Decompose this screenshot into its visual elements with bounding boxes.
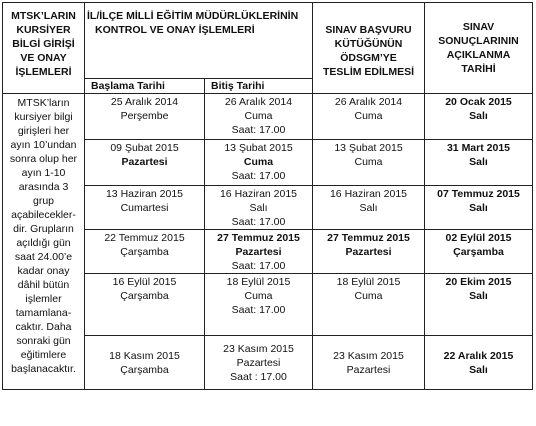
end-date-cell	[205, 186, 313, 230]
delivery-date-cell	[313, 336, 425, 390]
header-text: TARİHİ	[461, 63, 496, 75]
start-date-cell	[85, 274, 205, 336]
date-line: 18 Kasım 2015	[109, 350, 180, 362]
date-line: Saat: 17.00	[231, 170, 286, 182]
description-line: ayın 1-10	[21, 167, 66, 179]
result-date-cell	[425, 140, 533, 186]
delivery-date-cell	[313, 274, 425, 336]
description-line: girişleri her	[17, 125, 70, 137]
date-line: 02 Eylül 2015	[445, 232, 512, 244]
end-date-cell	[205, 336, 313, 390]
date-line: Salı	[469, 110, 488, 122]
header-exam-application-delivery	[313, 3, 425, 94]
table-row	[3, 94, 533, 140]
date-line: 23 Kasım 2015	[223, 343, 294, 355]
date-line: Salı	[469, 156, 488, 168]
date-line: Saat: 17.00	[231, 216, 286, 228]
date-line: 13 Haziran 2015	[105, 188, 184, 200]
end-date-cell	[205, 94, 313, 140]
description-line: saat 24.00’e	[14, 251, 73, 263]
header-text: SINAV BAŞVURU	[325, 24, 412, 36]
date-line: Salı	[469, 290, 488, 302]
date-line: Salı	[469, 364, 488, 376]
header-text: TESLİM EDİLMESİ	[322, 66, 414, 78]
date-line: 27 Temmuz 2015	[327, 232, 410, 244]
date-line: Saat : 17.00	[230, 371, 287, 383]
description-line: kursiyer bilgi	[14, 111, 73, 123]
subheader-end-date: Bitiş Tarihi	[205, 79, 313, 94]
date-line: Pazartesi	[345, 246, 392, 258]
header-text: SINAV	[462, 21, 495, 33]
description-line: açabilecekler-	[11, 209, 76, 221]
header-text: İŞLEMLERİ	[15, 66, 72, 78]
header-text: KURSİYER	[16, 24, 71, 36]
start-date-cell	[85, 336, 205, 390]
description-line: sonraki gün	[16, 335, 71, 347]
date-line: 22 Aralık 2015	[443, 350, 514, 362]
mtsk-description	[3, 94, 85, 390]
date-line: 13 Şubat 2015	[334, 142, 403, 154]
result-date-cell	[425, 230, 533, 274]
result-date-cell	[425, 336, 533, 390]
description-line: sonra olup her	[9, 153, 78, 165]
header-text: İL/İLÇE MİLLİ EĞİTİM MÜDÜRLÜKLERİNİN	[87, 10, 299, 22]
delivery-date-cell	[313, 140, 425, 186]
description-line: açıldığı gün	[16, 237, 71, 249]
date-line: 26 Aralık 2014	[224, 96, 293, 108]
header-row	[3, 3, 533, 79]
date-line: Pazartesi	[236, 357, 281, 369]
date-line: Perşembe	[120, 110, 169, 122]
start-date-cell	[85, 140, 205, 186]
header-text: KONTROL VE ONAY İŞLEMLERİ	[95, 24, 255, 36]
date-line: Pazartesi	[121, 156, 168, 168]
start-date-cell	[85, 94, 205, 140]
date-line: 31 Mart 2015	[446, 142, 511, 154]
header-text: ÖDSGM’YE	[340, 52, 397, 64]
date-line: Saat: 17.00	[231, 304, 286, 316]
date-line: Cuma	[244, 290, 273, 302]
date-line: Cuma	[354, 110, 383, 122]
description-line: ayın 10’undan	[10, 139, 77, 151]
description-line: dir. Grupların	[13, 223, 74, 235]
date-line: Cuma	[243, 156, 274, 168]
date-line: 13 Şubat 2015	[224, 142, 293, 154]
header-text: MTSK’LARIN	[11, 10, 76, 22]
subheader-start-date: Başlama Tarihi	[85, 79, 205, 94]
date-line: 16 Haziran 2015	[329, 188, 408, 200]
date-line: Pazartesi	[235, 246, 282, 258]
date-line: 23 Kasım 2015	[333, 350, 404, 362]
exam-schedule-table	[2, 2, 533, 390]
date-line: Çarşamba	[120, 246, 169, 258]
date-line: Cuma	[354, 290, 383, 302]
date-line: 26 Aralık 2014	[334, 96, 403, 108]
date-line: Saat: 17.00	[231, 260, 286, 272]
header-text: SONUÇLARININ	[438, 35, 519, 47]
header-mtsk-entry	[3, 3, 85, 94]
date-line: Çarşamba	[453, 246, 504, 258]
date-line: Salı	[359, 202, 378, 214]
end-date-cell	[205, 274, 313, 336]
date-line: Cumartesi	[120, 202, 169, 214]
date-line: Saat: 17.00	[231, 124, 286, 136]
result-date-cell	[425, 186, 533, 230]
description-line: işlemler	[25, 293, 62, 305]
date-line: Salı	[469, 202, 488, 214]
date-line: 16 Haziran 2015	[219, 188, 298, 200]
description-line: başlanacaktır.	[11, 363, 76, 375]
start-date-cell	[85, 230, 205, 274]
date-line: Cuma	[244, 110, 273, 122]
delivery-date-cell	[313, 94, 425, 140]
description-line: tamamlana-	[15, 307, 72, 319]
start-date-cell	[85, 186, 205, 230]
description-line: caktır. Daha	[15, 321, 72, 333]
date-line: 25 Aralık 2014	[110, 96, 179, 108]
date-line: 18 Eylül 2015	[336, 276, 401, 288]
header-text: AÇIKLANMA	[446, 49, 511, 61]
end-date-cell	[205, 140, 313, 186]
date-line: 27 Temmuz 2015	[217, 232, 300, 244]
date-line: 18 Eylül 2015	[226, 276, 291, 288]
description-line: kadar onay	[17, 265, 70, 277]
date-line: 20 Ocak 2015	[445, 96, 512, 108]
date-line: Pazartesi	[346, 364, 391, 376]
date-line: Çarşamba	[120, 364, 169, 376]
result-date-cell	[425, 94, 533, 140]
description-line: arasında 3	[18, 181, 69, 193]
description-line: MTSK’ların	[17, 97, 70, 109]
header-text: KÜTÜĞÜNÜN	[334, 38, 403, 50]
delivery-date-cell	[313, 186, 425, 230]
date-line: 09 Şubat 2015	[110, 142, 179, 154]
date-line: 07 Temmuz 2015	[437, 188, 520, 200]
header-text: VE ONAY	[20, 52, 67, 64]
date-line: 20 Ekim 2015	[445, 276, 512, 288]
description-line: eğitimlere	[20, 349, 67, 361]
date-line: Çarşamba	[120, 290, 169, 302]
description-line: grup	[32, 195, 54, 207]
end-date-cell	[205, 230, 313, 274]
date-line: 16 Eylül 2015	[112, 276, 177, 288]
header-text: BİLGİ GİRİŞİ	[12, 38, 75, 50]
date-line: Cuma	[354, 156, 383, 168]
header-directorate-approval	[85, 3, 313, 79]
description-line: dâhil bütün	[17, 279, 70, 291]
date-line: Salı	[249, 202, 268, 214]
date-line: 22 Temmuz 2015	[104, 232, 185, 244]
header-results-date	[425, 3, 533, 94]
delivery-date-cell	[313, 230, 425, 274]
result-date-cell	[425, 274, 533, 336]
